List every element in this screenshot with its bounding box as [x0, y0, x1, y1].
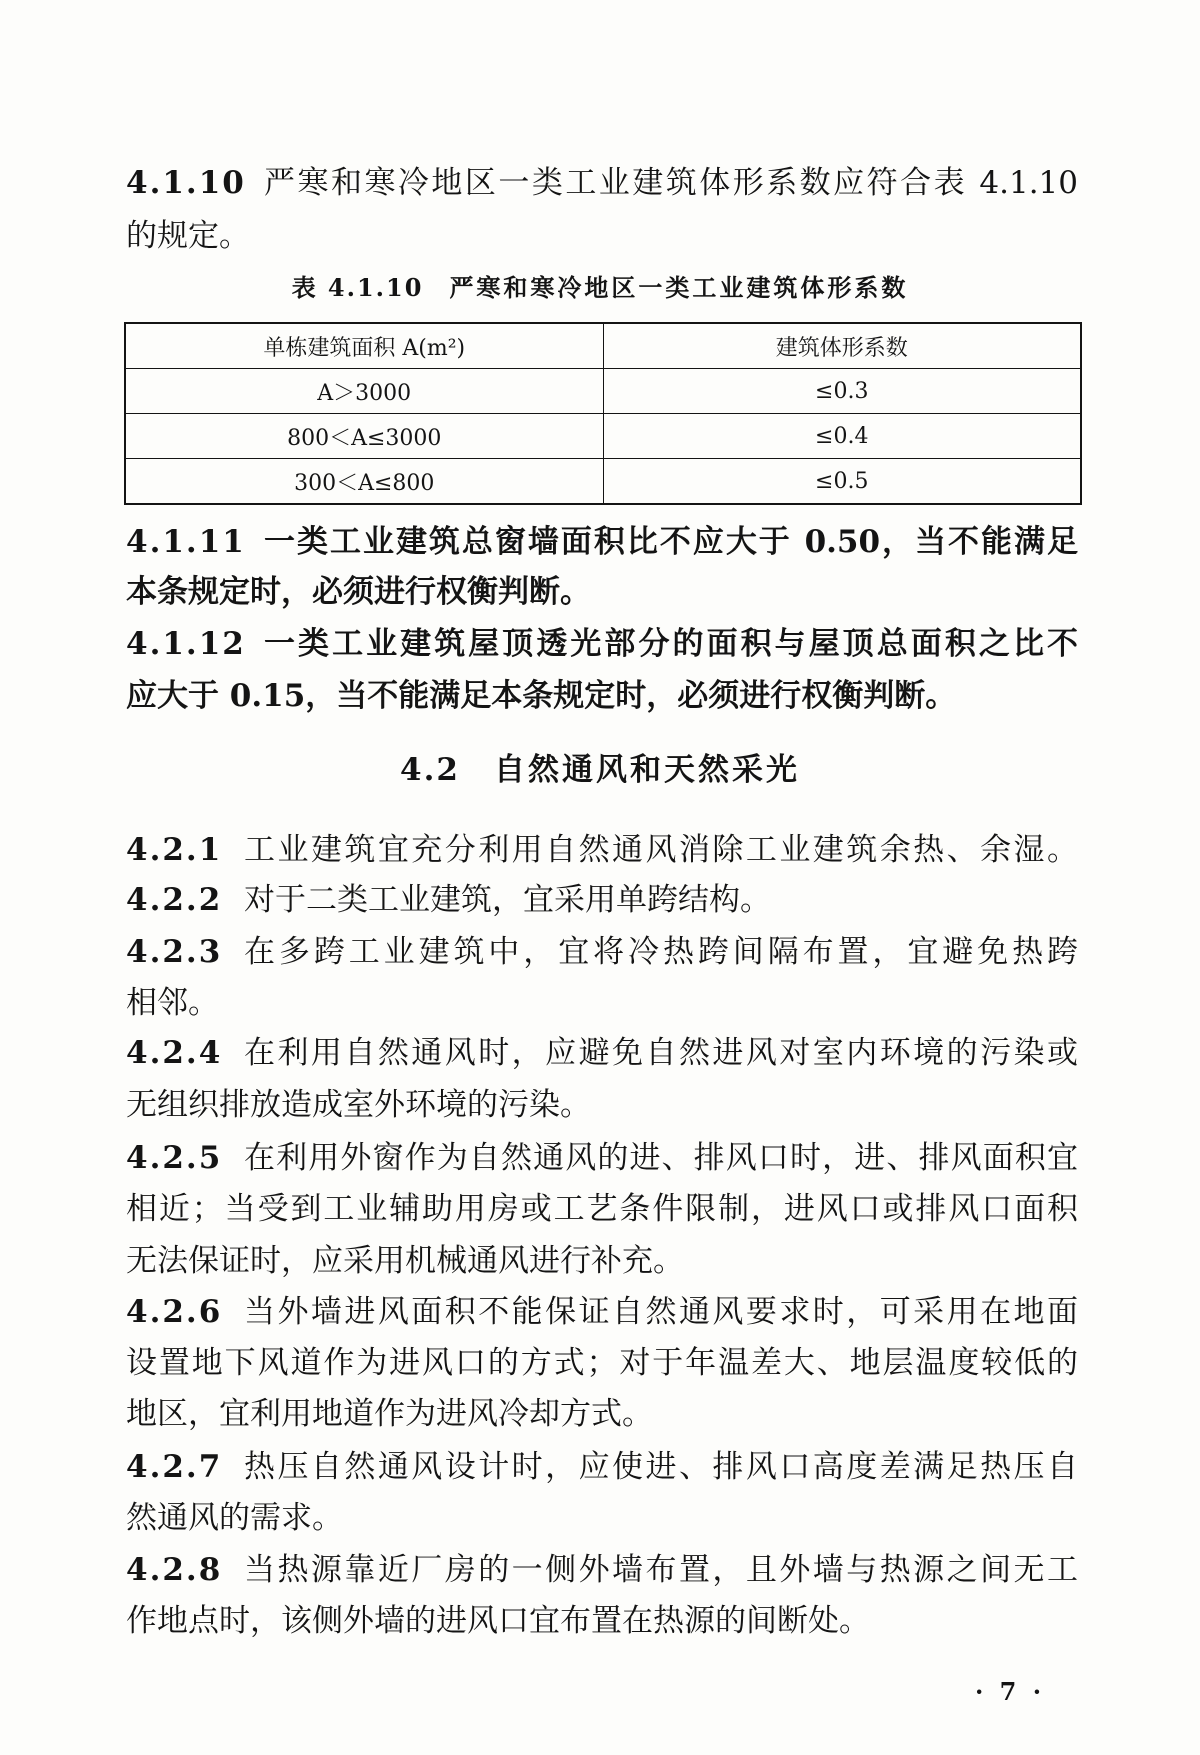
table-cell: ≤0.3 — [603, 369, 1081, 414]
clause-4-2-4-line — [126, 1085, 1078, 1125]
clause-4-1-12-line — [126, 624, 1078, 664]
clause-number: 4.2.5 — [126, 1140, 223, 1176]
clause-4-2-7-line — [126, 1498, 1078, 1538]
table-cell: A＞3000 — [125, 369, 603, 414]
clause-text: 对于二类工业建筑，宜采用单跨结构。 — [244, 882, 771, 918]
table-row — [125, 414, 1081, 459]
clause-text: 相邻。 — [126, 985, 219, 1021]
clause-text: 无法保证时，应采用机械通风进行补充。 — [126, 1243, 684, 1279]
clause-text: 一类工业建筑屋顶透光部分的面积与屋顶总面积之比不 — [264, 626, 1078, 662]
clause-number: 4.2.3 — [126, 934, 223, 970]
clause-4-1-11-line — [126, 522, 1078, 562]
clause-4-2-3-line — [126, 983, 1078, 1023]
clause-text: 作地点时，该侧外墙的进风口宜布置在热源的间断处。 — [126, 1603, 870, 1639]
clause-4-1-11-line — [126, 572, 1078, 612]
clause-4-2-5-line — [126, 1189, 1078, 1229]
table-header-row — [125, 323, 1081, 369]
table-header-cell: 建筑体形系数 — [603, 323, 1081, 369]
section-title: 自然通风和天然采光 — [493, 752, 800, 788]
clause-number: 4.2.7 — [126, 1449, 223, 1485]
clause-text: 当外墙进风面积不能保证自然通风要求时，可采用在地面 — [244, 1294, 1078, 1330]
clause-text: 然通风的需求。 — [126, 1500, 343, 1536]
clause-text: 当热源靠近厂房的一侧外墙布置，且外墙与热源之间无工 — [244, 1552, 1078, 1588]
clause-4-2-3-line — [126, 932, 1078, 972]
clause-text: 本条规定时，必须进行权衡判断。 — [126, 574, 591, 610]
clause-4-1-10-line — [126, 163, 1078, 203]
clause-4-2-8-line — [126, 1601, 1078, 1641]
clause-text: 严寒和寒冷地区一类工业建筑体形系数应符合表 4.1.10 — [264, 165, 1078, 201]
clause-text: 的规定。 — [126, 218, 250, 254]
clause-4-2-7-line — [126, 1447, 1078, 1487]
clause-4-2-1-line — [126, 830, 1078, 870]
clause-4-2-8-line — [126, 1550, 1078, 1590]
table-header-cell: 单栋建筑面积 A(m²) — [125, 323, 603, 369]
clause-4-2-6-line — [126, 1394, 1078, 1434]
clause-number: 4.2.8 — [126, 1552, 223, 1588]
table-caption-title: 严寒和寒冷地区一类工业建筑体形系数 — [449, 273, 909, 302]
clause-number: 4.2.4 — [126, 1035, 223, 1071]
clause-text: 地区，宜利用地道作为进风冷却方式。 — [126, 1396, 653, 1432]
table-row — [125, 459, 1081, 505]
clause-4-2-2-line — [126, 880, 1078, 920]
clause-4-2-5-line — [126, 1138, 1078, 1178]
table-row — [125, 369, 1081, 414]
clause-text: 一类工业建筑总窗墙面积比不应大于 0.50，当不能满足 — [264, 524, 1078, 560]
page-number: · 7 · — [974, 1677, 1046, 1706]
clause-number: 4.1.10 — [126, 165, 246, 201]
table-cell: ≤0.4 — [603, 414, 1081, 459]
clause-text: 相近；当受到工业辅助用房或工艺条件限制，进风口或排风口面积 — [126, 1191, 1078, 1227]
table-caption — [0, 272, 1200, 304]
clause-4-2-6-line — [126, 1343, 1078, 1383]
clause-text: 无组织排放造成室外环境的污染。 — [126, 1087, 591, 1123]
clause-number: 4.2.6 — [126, 1294, 223, 1330]
clause-text: 工业建筑宜充分利用自然通风消除工业建筑余热、余湿。 — [244, 832, 1078, 868]
clause-number: 4.2.2 — [126, 882, 223, 918]
table-cell: 800＜A≤3000 — [125, 414, 603, 459]
shape-factor-table — [124, 322, 1080, 505]
clause-number: 4.1.12 — [126, 626, 246, 662]
clause-text: 在利用外窗作为自然通风的进、排风口时，进、排风面积宜 — [244, 1140, 1078, 1176]
clause-text: 应大于 0.15，当不能满足本条规定时，必须进行权衡判断。 — [126, 678, 957, 714]
clause-number: 4.2.1 — [126, 832, 223, 868]
clause-4-2-4-line — [126, 1033, 1078, 1073]
clause-4-2-6-line — [126, 1292, 1078, 1332]
section-number: 4.2 — [400, 752, 460, 788]
clause-text: 热压自然通风设计时，应使进、排风口高度差满足热压自 — [244, 1449, 1078, 1485]
table-cell: 300＜A≤800 — [125, 459, 603, 505]
clause-4-1-10-line — [126, 216, 1078, 256]
table-cell: ≤0.5 — [603, 459, 1081, 505]
clause-4-2-5-line — [126, 1241, 1078, 1281]
clause-text: 在多跨工业建筑中，宜将冷热跨间隔布置，宜避免热跨 — [244, 934, 1078, 970]
clause-number: 4.1.11 — [126, 524, 246, 560]
section-heading — [0, 750, 1200, 790]
table-caption-label: 表 4.1.10 — [291, 273, 424, 302]
clause-4-1-12-line — [126, 676, 1078, 716]
clause-text: 在利用自然通风时，应避免自然进风对室内环境的污染或 — [244, 1035, 1078, 1071]
clause-text: 设置地下风道作为进风口的方式；对于年温差大、地层温度较低的 — [126, 1345, 1078, 1381]
